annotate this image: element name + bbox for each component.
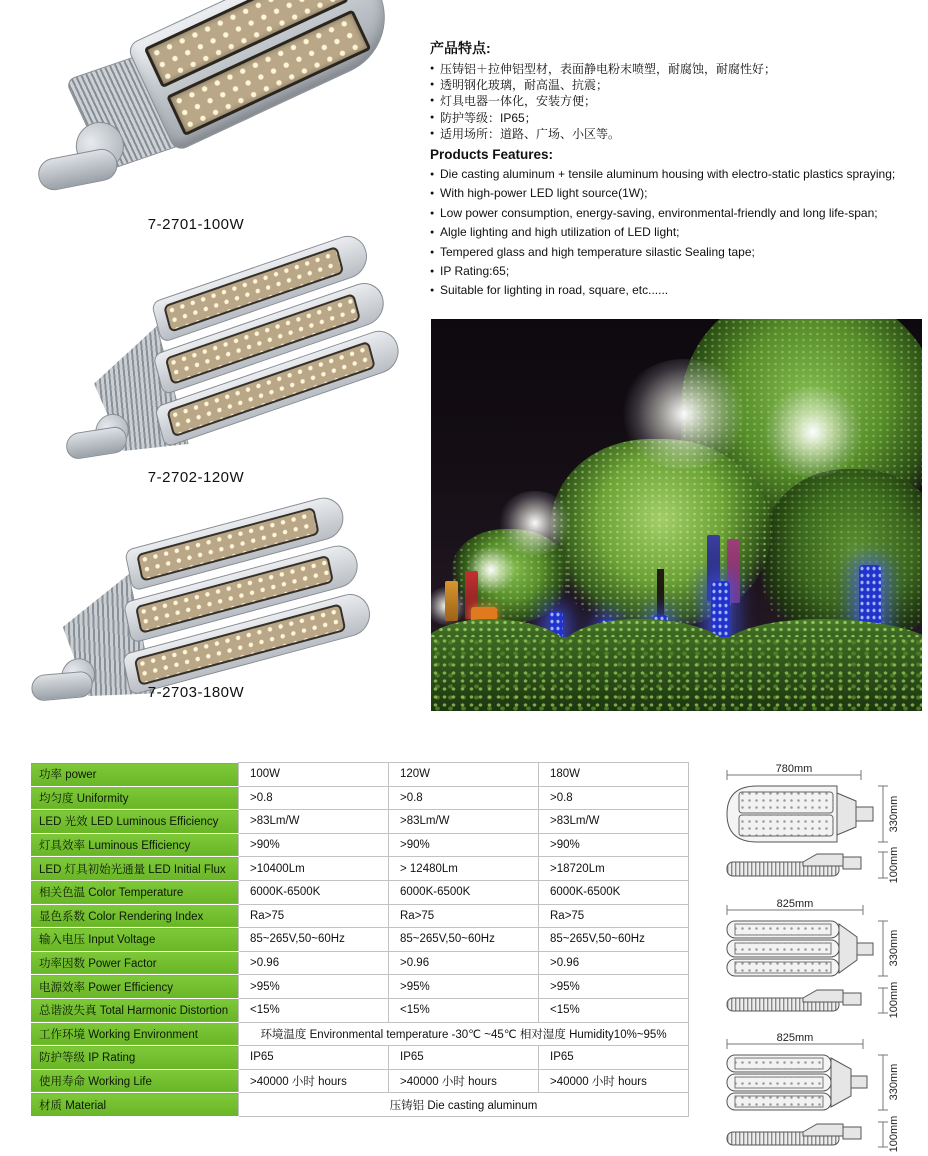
features-en-title: Products Features: [430, 147, 554, 163]
spec-value: Ra>75 [389, 904, 539, 928]
spec-value: IP65 [389, 1046, 539, 1070]
features_cn-item: ● 适用场所：道路、广场、小区等。 [430, 126, 927, 142]
spec-row [31, 998, 689, 1022]
spec-label: 相关色温 Color Temperature [31, 880, 239, 904]
spec-value: >83Lm/W [389, 810, 539, 834]
mount-arm [857, 943, 873, 955]
led-area [735, 1077, 823, 1088]
spec-label: 灯具效率 Luminous Efficiency [31, 833, 239, 857]
product-image-7-2702 [88, 253, 408, 461]
spec-row [31, 833, 689, 857]
lamp-body [55, 491, 376, 716]
spec-value: 6000K-6500K [539, 880, 689, 904]
spec-value: Ra>75 [539, 904, 689, 928]
model-label-1: 7-2701-100W [147, 216, 245, 233]
features_en-item: ● Tempered glass and high temperature silastic Sealing tape; [430, 243, 927, 262]
mount-arm [65, 425, 128, 461]
spec-row [31, 1046, 689, 1070]
spec-value: 85~265V,50~60Hz [539, 928, 689, 952]
spec-label: 电源效率 Power Efficiency [31, 975, 239, 999]
hedge [431, 637, 922, 711]
dim-side-label: 100mm [888, 981, 900, 1019]
spec-value: >40000 小时 hours [539, 1069, 689, 1093]
dim-width-label: 825mm [776, 898, 814, 910]
spec-merged-value: 环境温度 Environmental temperature -30℃ ~45℃ 相对湿度 Humidity10%~95% [239, 1022, 689, 1046]
spec-value: >10400Lm [239, 857, 389, 881]
features_en-item: ● IP Rating:65; [430, 262, 927, 281]
spec-label: 使用寿命 Working Life [31, 1069, 239, 1093]
spec-value: >0.8 [389, 786, 539, 810]
spec-value: >40000 小时 hours [239, 1069, 389, 1093]
spec-value: 85~265V,50~60Hz [389, 928, 539, 952]
spec-value: >95% [239, 975, 389, 999]
spec-row [31, 928, 689, 952]
dim-height-label: 330mm [888, 929, 900, 967]
features-cn-list [430, 61, 927, 142]
mount-arm [31, 670, 93, 702]
spec-row [31, 786, 689, 810]
spec-table [30, 762, 689, 1117]
spec-value: >0.96 [539, 951, 689, 975]
features_cn-item: ● 透明钢化玻璃，耐高温、抗震； [430, 77, 927, 93]
spec-value: >0.8 [239, 786, 389, 810]
spec-label: 防护等级 IP Rating [31, 1046, 239, 1070]
side-step [803, 990, 843, 1002]
spec-row [31, 951, 689, 975]
dim-side-label: 100mm [888, 1115, 900, 1153]
features_en-item: ● With high-power LED light source(1W); [430, 184, 927, 203]
side-step [803, 854, 843, 866]
lamp-head [126, 0, 404, 153]
spec-value: >90% [539, 833, 689, 857]
spec-value: >90% [239, 833, 389, 857]
dim-height-label: 330mm [888, 1063, 900, 1101]
led-area [739, 792, 833, 813]
features_en-item: ● Low power consumption, energy-saving, environmental-friendly and long life-span; [430, 204, 927, 223]
spec-table-block [30, 762, 689, 1117]
street-light-glow [761, 387, 865, 477]
side-step [803, 1124, 843, 1136]
spec-value: 6000K-6500K [239, 880, 389, 904]
features_en-item: ● Die casting aluminum + tensile aluminum housing with electro-static plastics spraying; [430, 165, 927, 184]
dim-width-label: 825mm [776, 1032, 814, 1044]
spec-value: >18720Lm [539, 857, 689, 881]
spec-label: 输入电压 Input Voltage [31, 928, 239, 952]
spec-row [31, 904, 689, 928]
side-arm [843, 857, 861, 869]
spec-value: Ra>75 [239, 904, 389, 928]
pole-banner [445, 581, 458, 621]
spec-value: 120W [389, 763, 539, 787]
street-light-glow [497, 491, 573, 555]
spec-value: <15% [239, 998, 389, 1022]
dimension-figure-1 [711, 762, 928, 890]
spec-value: >90% [389, 833, 539, 857]
spec-value: >95% [389, 975, 539, 999]
spec-label: 功率 power [31, 763, 239, 787]
spec-value: >95% [539, 975, 689, 999]
lamp-bracket [837, 793, 856, 835]
led-area [735, 943, 831, 954]
spec-value: 85~265V,50~60Hz [239, 928, 389, 952]
side-arm [843, 993, 861, 1005]
spec-value: <15% [539, 998, 689, 1022]
dim-height-label: 330mm [888, 795, 900, 833]
spec-value: >83Lm/W [239, 810, 389, 834]
spec-label: 材质 Material [31, 1093, 239, 1117]
led-area [735, 962, 831, 973]
spec-value: >0.96 [389, 951, 539, 975]
product-image-7-2701 [75, 8, 420, 213]
features_cn-item: ● 压铸铝＋拉伸铝型材，表面静电粉末喷塑，耐腐蚀，耐腐性好； [430, 61, 927, 77]
spec-merged-value: 压铸铝 Die casting aluminum [239, 1093, 689, 1117]
product-image-7-2703 [55, 503, 375, 703]
spec-value: IP65 [539, 1046, 689, 1070]
spec-value: >83Lm/W [539, 810, 689, 834]
led-area [735, 1058, 823, 1069]
model-label-3: 7-2703-180W [147, 684, 245, 701]
spec-value: 100W [239, 763, 389, 787]
spec-row [31, 810, 689, 834]
features-cn-title: 产品特点: [430, 40, 491, 56]
features_en-item: ● Suitable for lighting in road, square, etc...... [430, 281, 927, 300]
spec-value: 180W [539, 763, 689, 787]
features_cn-item: ● 防护等级：IP65； [430, 110, 927, 126]
spec-label: 功率因数 Power Factor [31, 951, 239, 975]
spec-row [31, 857, 689, 881]
spec-label: 总谐波失真 Total Harmonic Distortion [31, 998, 239, 1022]
dimension-figure-2 [711, 897, 928, 1025]
dimension-figure-3 [711, 1031, 928, 1156]
spec-value: >0.8 [539, 786, 689, 810]
lamp-bracket [831, 1058, 851, 1107]
dim-side-label: 100mm [888, 846, 900, 884]
spec-row [31, 1022, 689, 1046]
spec-label: LED 光效 LED Luminous Efficiency [31, 810, 239, 834]
spec-value: > 12480Lm [389, 857, 539, 881]
led-area [735, 1096, 823, 1107]
features_en-item: ● Algle lighting and high utilization of LED light; [430, 223, 927, 242]
mount-arm [851, 1076, 867, 1088]
lamp-body [83, 228, 406, 471]
mount-arm [856, 807, 873, 821]
spec-row [31, 1093, 689, 1117]
led-area [735, 924, 831, 935]
street-light-glow [619, 359, 749, 469]
spec-label: 均匀度 Uniformity [31, 786, 239, 810]
application-photo [431, 319, 922, 711]
spec-row [31, 880, 689, 904]
spec-label: LED 灯具初始光通量 LED Initial Flux [31, 857, 239, 881]
spec-value: <15% [389, 998, 539, 1022]
spec-row [31, 763, 689, 787]
spec-value: >0.96 [239, 951, 389, 975]
dim-width-label: 780mm [775, 763, 813, 775]
lamp-bracket [839, 924, 857, 973]
side-arm [843, 1127, 861, 1139]
spec-value: 6000K-6500K [389, 880, 539, 904]
spec-label: 工作环境 Working Environment [31, 1022, 239, 1046]
spec-value: >40000 小时 hours [389, 1069, 539, 1093]
spec-row [31, 975, 689, 999]
model-label-2: 7-2702-120W [147, 469, 245, 486]
led-area [739, 815, 833, 836]
features-block [430, 38, 927, 301]
spec-label: 显色系数 Color Rendering Index [31, 904, 239, 928]
lamp-body [62, 0, 403, 184]
mount-arm [35, 146, 120, 193]
spec-value: IP65 [239, 1046, 389, 1070]
features_cn-item: ● 灯具电器一体化，安装方便； [430, 93, 927, 109]
spec-row [31, 1069, 689, 1093]
features-en-list [430, 165, 927, 301]
